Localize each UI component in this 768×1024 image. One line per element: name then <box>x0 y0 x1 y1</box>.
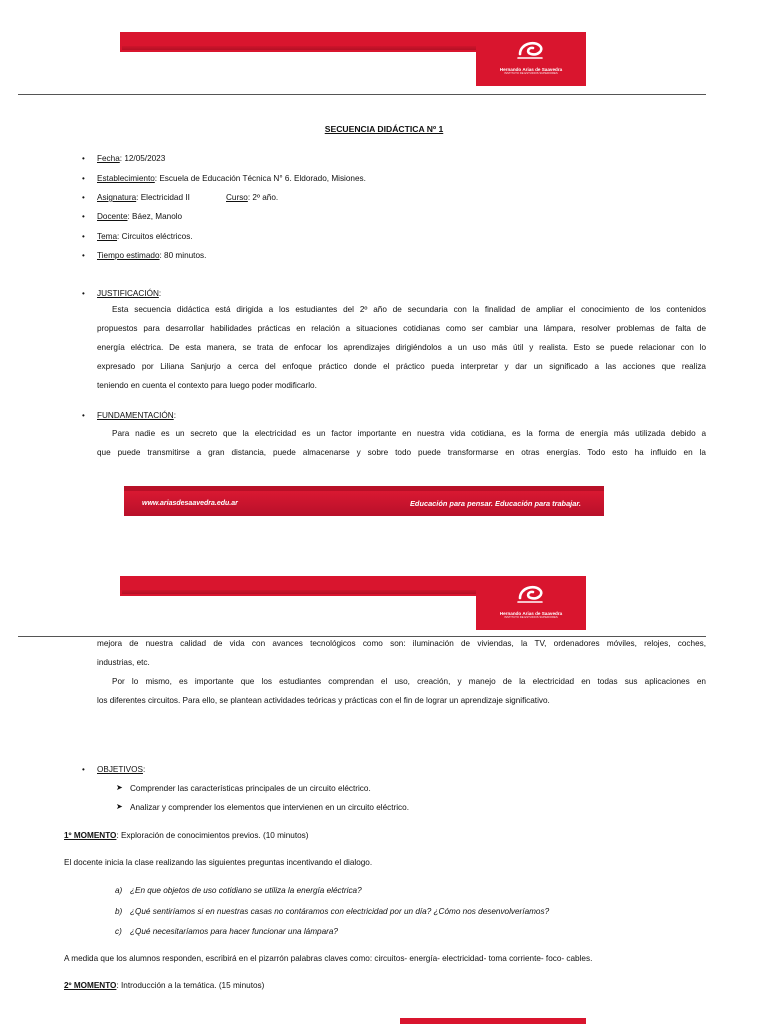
question-text: ¿Qué sentiríamos si en nuestras casas no contáramos con electricidad por un día? ¿Cómo nos desenvolveríamos? <box>130 907 550 916</box>
paragraph-line: energía eléctrica. De esta manera, se trata de enfocar los aprendizajes dirigiéndolos a un uso más útil y realista. Esto se puede relacionar con lo <box>97 343 706 352</box>
document-title: SECUENCIA DIDÁCTICA Nº 1 <box>324 124 444 134</box>
institution-logo <box>478 38 584 75</box>
tema-value: : Circuitos eléctricos. <box>117 232 193 241</box>
docente-line <box>97 207 182 226</box>
momento2-line <box>64 976 264 995</box>
paragraph-line: propuestos para desarrollar habilidades prácticas en relación a situaciones cotidianas como ser cambiar una lámpara, resolver problemas de falta de <box>97 324 706 333</box>
momento1-intro: El docente inicia la clase realizando las siguientes preguntas incentivando el dialogo. <box>64 858 373 867</box>
bullet: • <box>82 154 85 163</box>
bullet: • <box>82 232 85 241</box>
bullet: • <box>82 212 85 221</box>
momento1-label: 1º MOMENTO <box>64 831 117 840</box>
paragraph-line: Para nadie es un secreto que la electricidad es un factor importante en nuestra vida cotidiana, es la forma de energía más utilizada debido a <box>112 429 706 438</box>
footer-slogan: Educación para pensar. Educación para trabajar. <box>410 499 581 508</box>
tema-label: Tema <box>97 232 118 241</box>
asignatura-value: : Electricidad II <box>136 193 190 202</box>
paragraph-line: que puede transmitirse a gran distancia, puede almacenarse y sobre todo puede transformarse en otras energías. Todo esto ha influido en la <box>97 448 706 457</box>
paragraph-line: mejora de nuestra calidad de vida con avances tecnológicos como son: iluminación de viviendas, la TV, ordenadores móviles, relojes, coches, <box>97 639 706 648</box>
objective-item: Comprender las características principales de un circuito eléctrico. <box>130 784 371 793</box>
justificacion-heading-text: JUSTIFICACIÓN <box>97 289 159 298</box>
momento1-line <box>64 826 308 845</box>
question-letter: a) <box>115 886 123 895</box>
logo-swirl-icon <box>516 38 546 62</box>
establecimiento-value: : Escuela de Educación Técnica N° 6. Eldorado, Misiones. <box>154 174 366 183</box>
logo-swirl-icon <box>516 582 546 606</box>
fundamentacion-paragraph-page2 <box>97 634 706 710</box>
bullet: • <box>82 289 85 298</box>
objetivos-heading: OBJETIVOS: <box>97 765 146 774</box>
asignatura-label: Asignatura <box>97 193 137 202</box>
asignatura-line <box>97 188 190 207</box>
logo-subtitle: INSTITUTO DE ESTUDIOS SUPERIORES <box>504 615 558 619</box>
docente-value: : Báez, Manolo <box>127 212 183 221</box>
question-letter: b) <box>115 907 123 916</box>
docente-label: Docente <box>97 212 128 221</box>
paragraph-line: los diferentes circuitos. Para ello, se plantean actividades teóricas y prácticas con el fin de lograr un aprendizaje significativo. <box>97 696 550 705</box>
paragraph-line: Por lo mismo, es importante que los estudiantes comprendan el uso, creación, y manejo de la electricidad en todas sus aplicaciones en <box>112 677 706 686</box>
bullet: • <box>82 411 85 420</box>
logo-name: Hernando Arias de Saavedra <box>499 67 563 72</box>
curso-label: Curso <box>226 193 248 202</box>
momento2-text: : Introducción a la temática. (15 minutos) <box>116 981 265 990</box>
fecha-value: : 12/05/2023 <box>119 154 166 163</box>
establecimiento-label: Establecimiento <box>97 174 155 183</box>
header-rule <box>18 94 706 95</box>
momento1-text: : Exploración de conocimientos previos. (10 minutos) <box>116 831 309 840</box>
fecha-label: Fecha <box>97 154 120 163</box>
bullet: • <box>82 765 85 774</box>
footer-url: www.ariasdesaavedra.edu.ar <box>142 500 238 507</box>
curso-value: : 2º año. <box>247 193 279 202</box>
fundamentacion-heading-text: FUNDAMENTACIÓN <box>97 411 174 420</box>
tema-line <box>97 227 193 246</box>
logo-subtitle: INSTITUTO DE ESTUDIOS SUPERIORES <box>504 71 558 75</box>
question-text: ¿Qué necesitaríamos para hacer funcionar una lámpara? <box>130 927 338 936</box>
arrow-bullet-icon: ➤ <box>116 802 123 811</box>
momento2-label: 2º MOMENTO <box>64 981 117 990</box>
header-band-partial <box>400 1018 586 1024</box>
tiempo-line <box>97 246 206 265</box>
paragraph-line: teniendo en cuenta el contexto para luego poder modificarlo. <box>97 381 317 390</box>
logo-name: Hernando Arias de Saavedra <box>499 611 563 616</box>
tiempo-value: : 80 minutos. <box>159 251 207 260</box>
bullet: • <box>82 251 85 260</box>
paragraph-line: industrias, etc. <box>97 658 150 667</box>
institution-logo <box>478 582 584 619</box>
fundamentacion-paragraph-page1 <box>97 424 706 462</box>
bullet: • <box>82 193 85 202</box>
paragraph-line: expresado por Liliana Sanjurjo a cerca del enfoque práctico donde el práctico pueda interpretar y dar un significado a las acciones que realiza <box>97 362 706 371</box>
question-text: ¿En que objetos de uso cotidiano se utiliza la energía eléctrica? <box>130 886 362 895</box>
objetivos-heading-text: OBJETIVOS <box>97 765 143 774</box>
arrow-bullet-icon: ➤ <box>116 783 123 792</box>
question-letter: c) <box>115 927 122 936</box>
objective-item: Analizar y comprender los elementos que intervienen en un circuito eléctrico. <box>130 803 409 812</box>
curso-line <box>226 188 278 207</box>
momento1-closing: A medida que los alumnos responden, escribirá en el pizarrón palabras claves como: circuitos- energía- electricidad- toma corriente- foco- cables. <box>64 954 593 963</box>
fundamentacion-heading: FUNDAMENTACIÓN: <box>97 411 176 420</box>
fecha-line <box>97 149 165 168</box>
justificacion-paragraph <box>97 300 706 395</box>
paragraph-line: Esta secuencia didáctica está dirigida a los estudiantes del 2º año de secundaria con la finalidad de ampliar el conocimiento de los contenidos <box>112 305 706 314</box>
bullet: • <box>82 174 85 183</box>
tiempo-label: Tiempo estimado <box>97 251 160 260</box>
justificacion-heading: JUSTIFICACIÓN: <box>97 289 162 298</box>
establecimiento-line <box>97 169 366 188</box>
